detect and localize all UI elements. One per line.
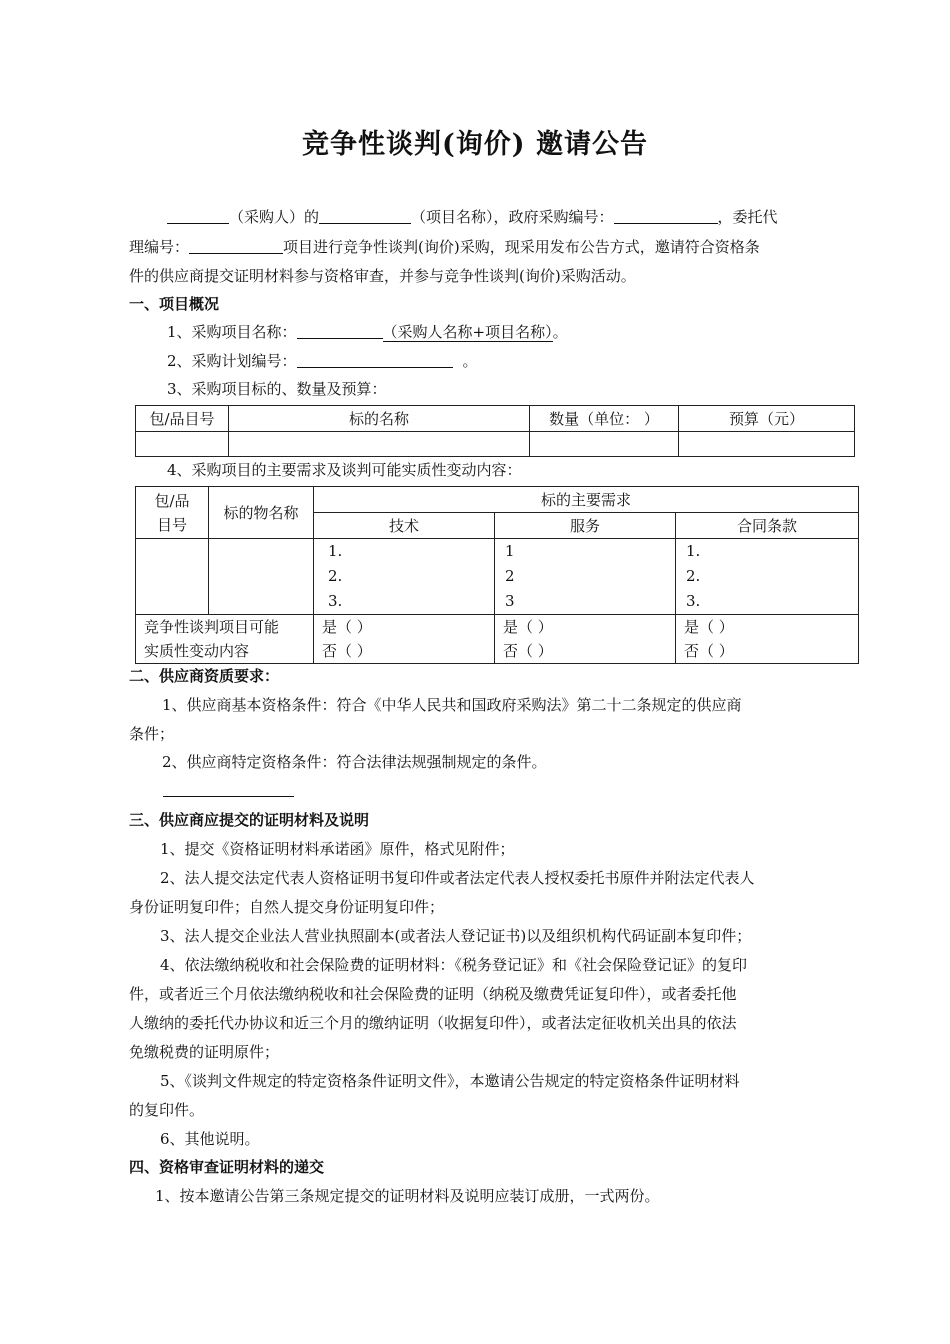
page-title: 竞争性谈判(询价) 邀请公告 [302,129,648,160]
col-header-package: 包/品目号 [136,406,229,432]
contract-items: 1. 2. 3. [676,539,859,615]
col-header-service: 服务 [495,513,676,539]
table-cell [679,432,855,457]
s3-para-4-line-3: 人缴纳的委托代办协议和近三个月的缴纳证明（收据复印件），或者法定征收机关出具的依法 [129,1014,737,1032]
intro-line-1: （采购人）的 （项目名称），政府采购编号： ，委托代 [167,207,778,227]
s4-para-1: 1、按本邀请公告第三条规定提交的证明材料及说明应装订成册，一式两份。 [155,1187,660,1205]
s3-para-4-line-1: 4、依法缴纳税收和社会保险费的证明材料：《税务登记证》和《社会保险登记证》的复印 [160,956,748,974]
no-option: 否（ ） [503,642,553,660]
item-3-subject: 3、采购项目标的、数量及预算： [167,380,387,398]
s3-para-4-line-4: 免缴税费的证明原件； [129,1043,280,1061]
section-1-heading: 一、项目概况 [129,295,220,313]
no-option: 否（ ） [684,642,734,660]
s2-para-2: 2、供应商特定资格条件：符合法律法规强制规定的条件。 [162,753,547,771]
s2-para-1-line-1: 1、供应商基本资格条件：符合《中华人民共和国政府采购法》第二十二条规定的供应商 [162,696,742,714]
budget-table [135,405,855,457]
yes-option: 是（ ） [684,618,734,636]
s3-para-2-line-1: 2、法人提交法定代表人资格证明书复印件或者法定代表人授权委托书原件并附法定代表人 [160,869,755,887]
section-3-heading: 三、供应商应提交的证明材料及说明 [129,811,370,829]
intro-line-3: 件的供应商提交证明材料参与资格审查，并参与竞争性谈判(询价)采购活动。 [129,267,636,285]
col-header-main-requirements: 标的主要需求 [314,487,859,513]
separator-line [163,796,294,797]
col-header-budget: 预算（元） [679,406,855,432]
blank-project-name [319,207,411,224]
s3-para-5-line-2: 的复印件。 [129,1101,205,1119]
item-4-requirements: 4、采购项目的主要需求及谈判可能实质性变动内容： [167,461,522,479]
table-cell [136,432,229,457]
section-4-heading: 四、资格审查证明材料的递交 [129,1158,325,1176]
s3-para-3: 3、法人提交企业法人营业执照副本(或者法人登记证书)以及组织机构代码证副本复印件； [160,927,752,945]
s2-para-1-line-2: 条件； [129,725,175,743]
table-cell [136,539,209,615]
item-2-plan-no: 2、采购计划编号： 。 [167,352,478,370]
col-header-subject-name: 标的名称 [229,406,530,432]
col-header-technical: 技术 [314,513,495,539]
yes-option: 是（ ） [503,618,553,636]
item-1-project-name: 1、采购项目名称： （采购人名称+项目名称）。 [167,323,568,341]
service-items: 1 2 3 [495,539,676,615]
table-cell [530,432,679,457]
s3-para-5-line-1: 5、《谈判文件规定的特定资格条件证明文件》，本邀请公告规定的特定资格条件证明材料 [160,1072,740,1090]
s3-para-4-line-2: 件，或者近三个月依法缴纳税收和社会保险费的证明（纳税及缴费凭证复印件），或者委托他 [129,985,737,1003]
section-2-heading: 二、供应商资质要求： [129,667,280,685]
requirements-table [135,486,859,664]
technical-change-choice [314,615,495,664]
change-content-label: 竞争性谈判项目可能 实质性变动内容 [136,615,314,664]
col-header-contract-terms: 合同条款 [676,513,859,539]
col-header-quantity: 数量（单位： ） [530,406,679,432]
s3-para-6: 6、其他说明。 [160,1130,260,1148]
blank-plan-no [297,351,453,368]
technical-items: 1. 2. 3. [314,539,495,615]
table-cell [229,432,530,457]
blank-agency-no [189,237,283,254]
service-change-choice [495,615,676,664]
blank-purchaser [167,207,229,224]
s3-para-2-line-2: 身份证明复印件；自然人提交身份证明复印件； [129,898,445,916]
blank-procurement-no [614,207,718,224]
yes-option: 是（ ） [322,618,372,636]
intro-line-2: 理编号： 项目进行竞争性谈判(询价)采购，现采用发布公告方式，邀请符合资格条 [129,238,760,256]
table-cell [209,539,314,615]
no-option: 否（ ） [322,642,372,660]
col-header-package: 包/品 目号 [136,487,209,539]
col-header-item-name: 标的物名称 [209,487,314,539]
project-name-hint: （采购人名称+项目名称） [382,323,553,341]
s3-para-1: 1、提交《资格证明材料承诺函》原件，格式见附件； [160,840,515,858]
contract-change-choice [676,615,859,664]
